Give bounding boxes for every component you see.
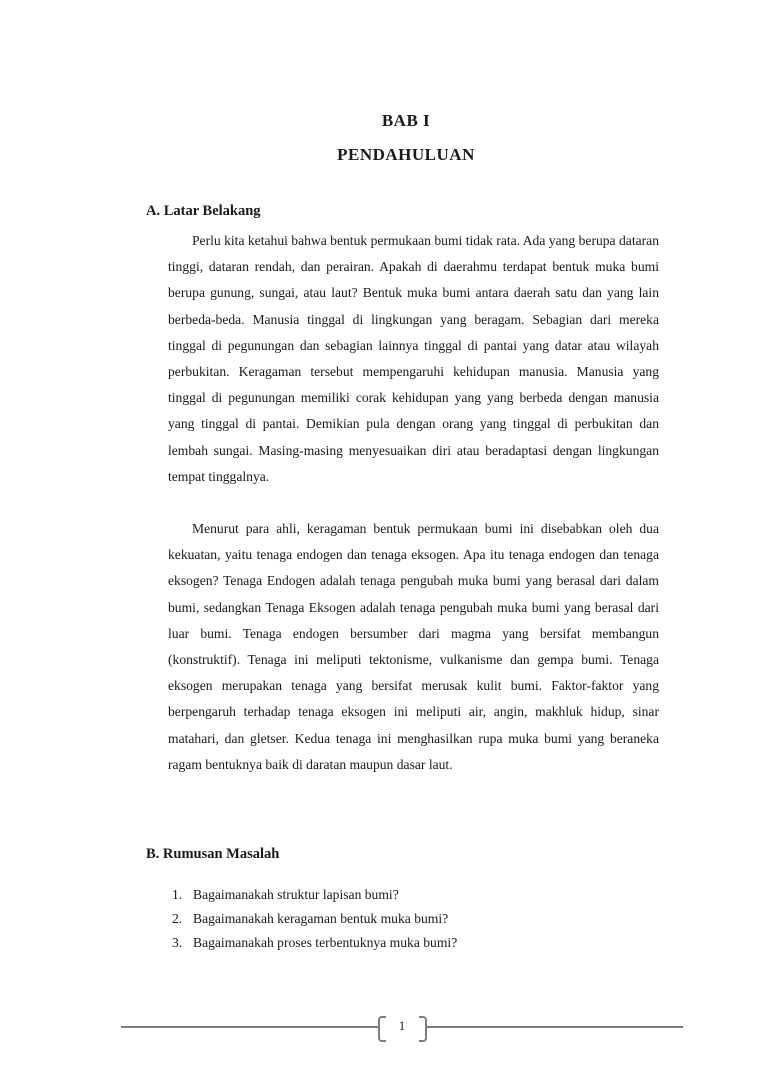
list-item-text: Bagaimanakah keragaman bentuk muka bumi? (193, 911, 449, 926)
paragraph-text: Menurut para ahli, keragaman bentuk permukaan bumi ini disebabkan oleh dua kekuatan, yaitu tenaga endogen dan tenaga eksogen. Apa itu tenaga endogen dan tenaga eksogen? Tenaga Endogen adalah tenaga pengubah muka bumi yang berasal dari dalam bumi, sedangkan Tenaga Eksogen adalah tenaga pengubah muka bumi yang berasal dari luar bumi. Tenaga endogen bersumber dari magma yang bersifat membangun (konstruktif). Tenaga ini meliputi tektonisme, vulkanisme dan gempa bumi. Tenaga eksogen merupakan tenaga yang bersifat merusak kulit bumi. Faktor-faktor yang berpengaruh terhadap tenaga eksogen ini meliputi air, angin, makhluk hidup, sinar matahari, dan gletser. Kedua tenaga ini menghasilkan rupa muka bumi yang beraneka ragam bentuknya baik di daratan maupun dasar laut. (168, 521, 659, 772)
list-item-number: 3. (172, 935, 183, 950)
list-item-text: Bagaimanakah proses terbentuknya muka bumi? (193, 935, 458, 950)
section-heading-latar-belakang: A. Latar Belakang (146, 203, 261, 219)
page-number: 1 (398, 1018, 406, 1033)
chapter-title: PENDAHULUAN (337, 145, 475, 164)
problem-list (172, 883, 457, 955)
list-item (172, 907, 457, 931)
paragraph-text: Perlu kita ketahui bahwa bentuk permukaan bumi tidak rata. Ada yang berupa dataran tinggi, dataran rendah, dan perairan. Apakah di daerahmu terdapat bentuk muka bumi berupa gunung, sungai, atau laut? Bentuk muka bumi antara daerah satu dan yang lain berbeda-beda. Manusia tinggal di lingkungan yang beragam. Sebagian dari mereka tinggal di pegunungan dan sebagian lainnya tinggal di pantai yang datar atau wilayah perbukitan. Keragaman tersebut mempengaruhi kehidupan manusia. Manusia yang tinggal di pegunungan memiliki corak kehidupan yang yang berbeda dengan manusia yang tinggal di pantai. Demikian pula dengan orang yang tinggal di perbukitan dan lembah sungai. Masing-masing menyesuaikan diri atau beradaptasi dengan lingkungan tempat tinggalnya. (168, 233, 659, 484)
paragraph (168, 516, 659, 778)
list-item-text: Bagaimanakah struktur lapisan bumi? (193, 887, 399, 902)
paragraph (168, 228, 659, 490)
footer-rule-right (427, 1026, 683, 1028)
section-heading-rumusan-masalah: B. Rumusan Masalah (146, 846, 280, 862)
list-item (172, 883, 457, 907)
footer-rule-left (121, 1026, 379, 1028)
list-item (172, 931, 457, 955)
page-number-bracket-left (378, 1016, 386, 1042)
chapter-number: BAB I (381, 111, 431, 130)
page-number-bracket-right (419, 1016, 427, 1042)
list-item-number: 2. (172, 911, 183, 926)
list-item-number: 1. (172, 887, 183, 902)
